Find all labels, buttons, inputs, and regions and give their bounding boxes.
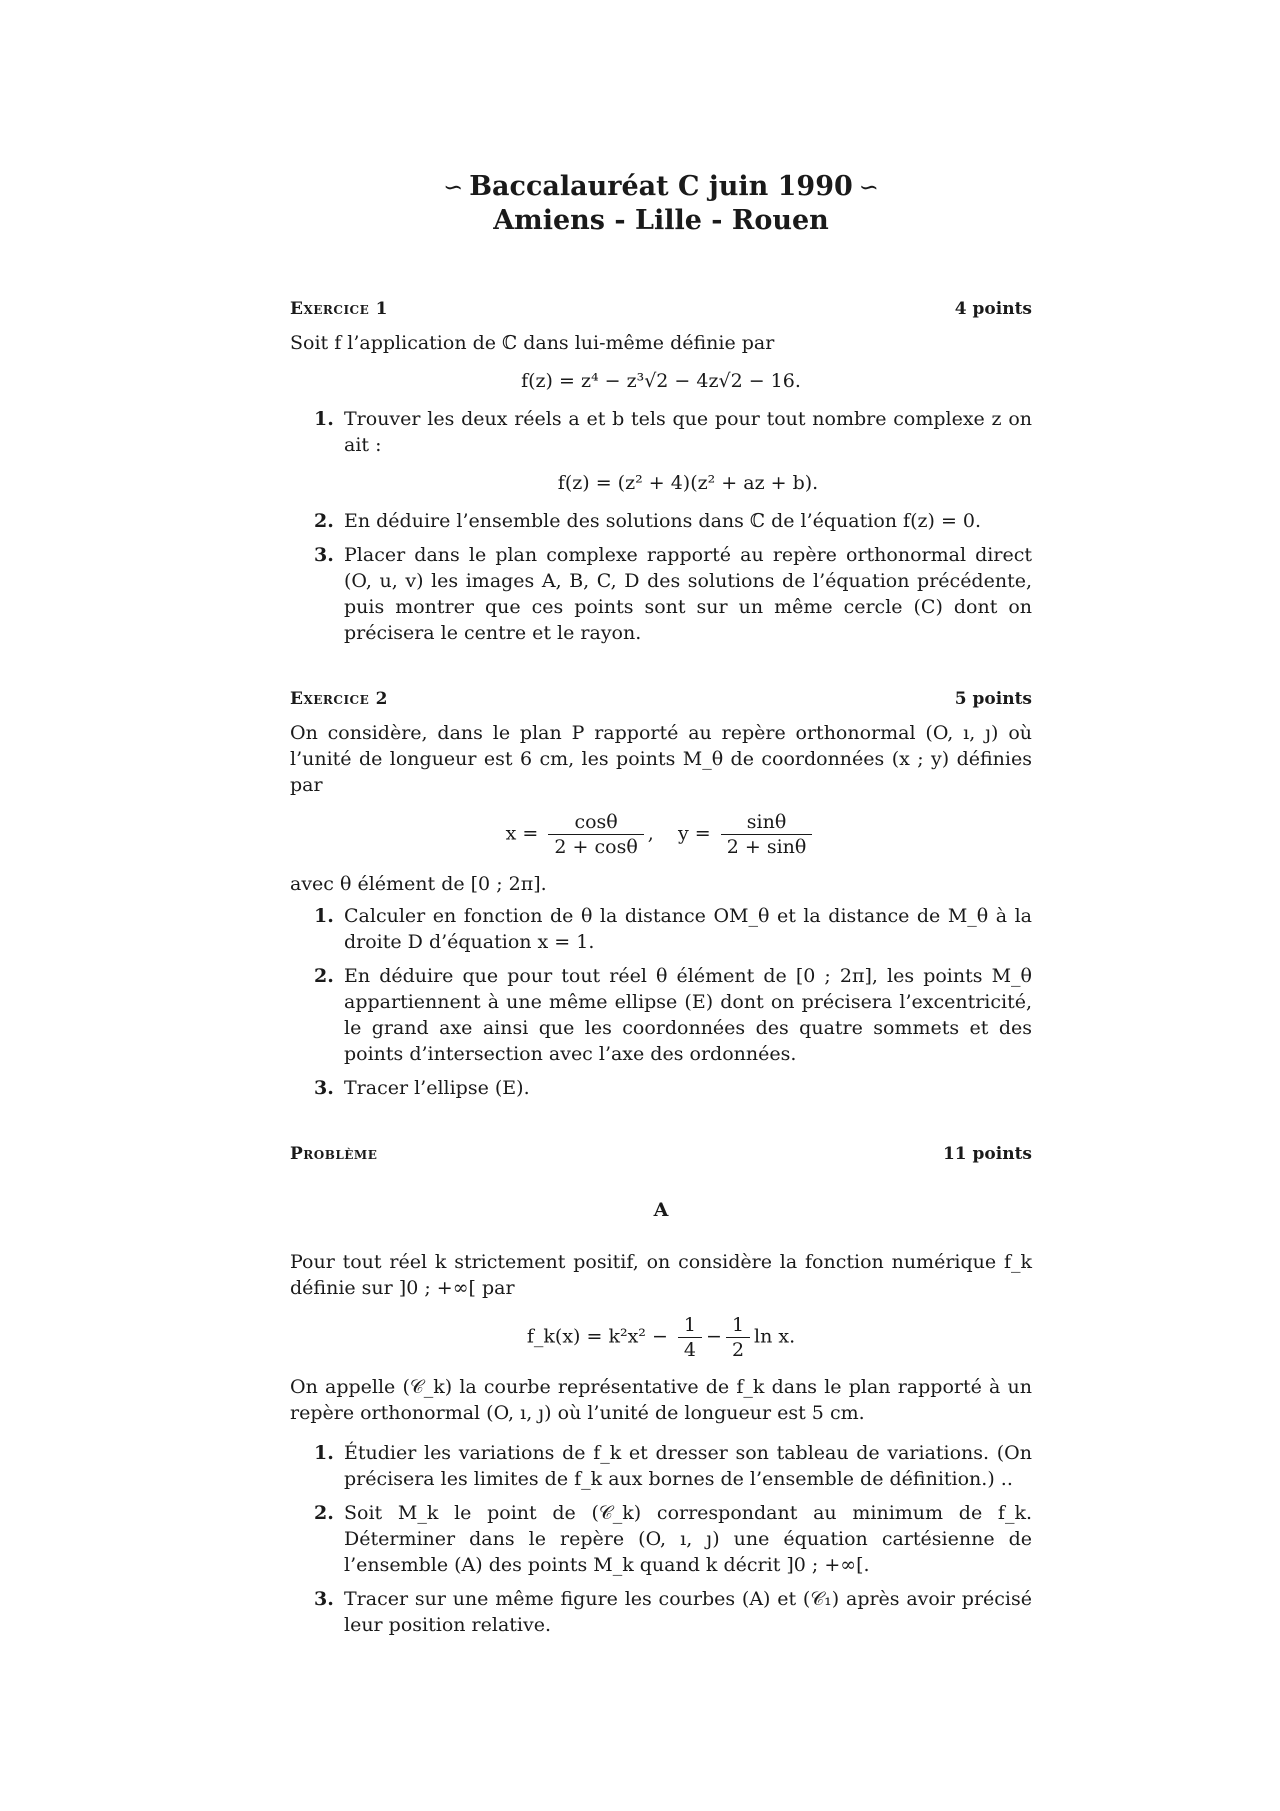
frac-den: 4 <box>683 1339 697 1361</box>
exercise-1-equation: f(z) = z⁴ − z³√2 − 4z√2 − 16. <box>521 370 801 392</box>
comma: , <box>647 822 654 845</box>
repere-notation: (O, u, v) <box>344 570 424 592</box>
courbe-text: On appelle (𝒞_k) la courbe représentative de f_k dans le plan rapporté à un repère orthonormal <box>290 1376 1032 1424</box>
exercise-2-points: 5 points <box>954 689 1032 709</box>
page-title <box>290 170 1032 238</box>
ornament-left-icon: ∽ <box>443 173 464 201</box>
q-number: 2. <box>314 1502 334 1524</box>
exercise-1-header <box>290 296 1032 322</box>
problem-header <box>290 1141 1032 1167</box>
exercise-1-q3 <box>290 542 1032 646</box>
exercise-2-equations <box>290 810 1032 859</box>
q-text: Tracer sur une même figure les courbes (A) et (𝒞₁) après avoir précisé leur position relative. <box>344 1588 1032 1636</box>
x-label: x = <box>505 822 539 845</box>
q-number: 1. <box>314 408 334 430</box>
title-line-1 <box>290 170 1032 204</box>
exercise-1-title: Exercice 1 <box>290 299 388 319</box>
repere-notation: (O, ı, ȷ) <box>638 1528 720 1550</box>
q-text: Trouver les deux réels a et b tels que pour tout nombre complexe z on ait : <box>344 408 1032 456</box>
problem-q1 <box>290 1440 1032 1492</box>
intro-text: On considère, dans le plan P rapporté au repère orthonormal <box>290 722 916 744</box>
exercise-2-header <box>290 686 1032 712</box>
q-text: Étudier les variations de f_k et dresser son tableau de variations. (On précisera les limites de f_k aux bornes de l’ensemble de définition.) .. <box>344 1442 1032 1490</box>
frac-den: 2 + cosθ <box>554 836 638 858</box>
q-text-continued: les images A, B, C, D des solutions de l’équation précédente, puis montrer que ces points sont sur un même cercle (C) dont on précisera le centre et le rayon. <box>344 570 1032 644</box>
frac-num: 1 <box>726 1313 750 1338</box>
courbe-text-continued: où l’unité de longueur est 5 cm. <box>557 1402 865 1424</box>
exercise-1-questions <box>290 406 1032 646</box>
frac-num: 1 <box>678 1313 702 1338</box>
problem-questions <box>290 1440 1032 1638</box>
frac-num: cosθ <box>548 810 643 835</box>
q-number: 3. <box>314 1588 334 1610</box>
frac-den: 2 <box>731 1339 745 1361</box>
problem-q3 <box>290 1586 1032 1638</box>
q-number: 3. <box>314 544 334 566</box>
q-text: Placer dans le plan complexe rapporté au repère orthonormal direct <box>344 544 1032 566</box>
y-label: y = <box>677 822 711 845</box>
q-text: Soit M_k le point de (𝒞_k) correspondant au minimum de f_k. Déterminer dans le repère <box>344 1502 1032 1550</box>
exercise-1-points: 4 points <box>954 299 1032 319</box>
q-text: En déduire l’ensemble des solutions dans ℂ de l’équation f(z) = 0. <box>344 510 982 532</box>
frac-1 <box>678 1313 702 1362</box>
problem-q2 <box>290 1500 1032 1578</box>
document-page <box>290 170 1032 1646</box>
exercise-1-intro: Soit f l’application de ℂ dans lui-même définie par <box>290 332 775 354</box>
q-text: En déduire que pour tout réel θ élément de [0 ; 2π], les points M_θ appartiennent à une même ellipse (E) dont on précisera l’excentricité, le grand axe ainsi que les coordonnées des quatre sommets et des points d’intersection avec l’axe des ordonnées. <box>344 965 1032 1065</box>
repere-notation: (O, ı, ȷ) <box>486 1402 552 1424</box>
problem-intro: Pour tout réel k strictement positif, on considère la fonction numérique f_k définie sur ]0 ; +∞[ par <box>290 1251 1032 1299</box>
q-text: Tracer l’ellipse (E). <box>344 1077 530 1099</box>
frac-num: sinθ <box>721 810 813 835</box>
title-text: Baccalauréat C juin 1990 <box>469 171 853 202</box>
q-text-continued: une équation cartésienne de l’ensemble (A) des points M_k quand k décrit ]0 ; +∞[. <box>344 1528 1033 1576</box>
frac-2 <box>726 1313 750 1362</box>
q-text: Calculer en fonction de θ la distance OM_θ et la distance de M_θ à la droite D d’équation x = 1. <box>344 905 1032 953</box>
q-number: 1. <box>314 1442 334 1464</box>
x-fraction <box>548 810 643 859</box>
exercise-1-q1 <box>290 406 1032 496</box>
eq-right: ln x. <box>754 1325 796 1348</box>
ornament-right-icon: ∽ <box>858 173 879 201</box>
problem-part-label: A <box>653 1199 669 1221</box>
exercise-2-domain: avec θ élément de [0 ; 2π]. <box>290 873 547 895</box>
intro-text-continued: où l’unité de longueur est 6 cm, les points M_θ de coordonnées (x ; y) définies par <box>290 722 1032 796</box>
q-number: 2. <box>314 965 334 987</box>
problem-courbe <box>290 1374 1032 1426</box>
frac-den: 2 + sinθ <box>726 836 807 858</box>
exercise-2-intro <box>290 720 1032 798</box>
exercise-1-q2 <box>290 508 1032 534</box>
exercise-2-questions <box>290 903 1032 1101</box>
y-fraction <box>721 810 813 859</box>
exercise-2-q1 <box>290 903 1032 955</box>
exercise-1-q1-equation: f(z) = (z² + 4)(z² + az + b). <box>557 472 819 494</box>
q-number: 1. <box>314 905 334 927</box>
eq-left: f_k(x) = k²x² − <box>526 1325 668 1348</box>
q-number: 2. <box>314 510 334 532</box>
repere-notation: (O, ı, ȷ) <box>925 722 999 744</box>
title-line-2: Amiens - Lille - Rouen <box>493 205 829 236</box>
exercise-2-title: Exercice 2 <box>290 689 388 709</box>
exercise-2-q2 <box>290 963 1032 1067</box>
exercise-2-q3 <box>290 1075 1032 1101</box>
problem-equation: f_k(x) = k²x² − $\frac{1}{4}$ − $\frac{1}{2}$ ln x. <box>526 1314 796 1361</box>
problem-points: 11 points <box>942 1144 1032 1164</box>
problem-title: Problème <box>290 1144 378 1164</box>
q-number: 3. <box>314 1077 334 1099</box>
